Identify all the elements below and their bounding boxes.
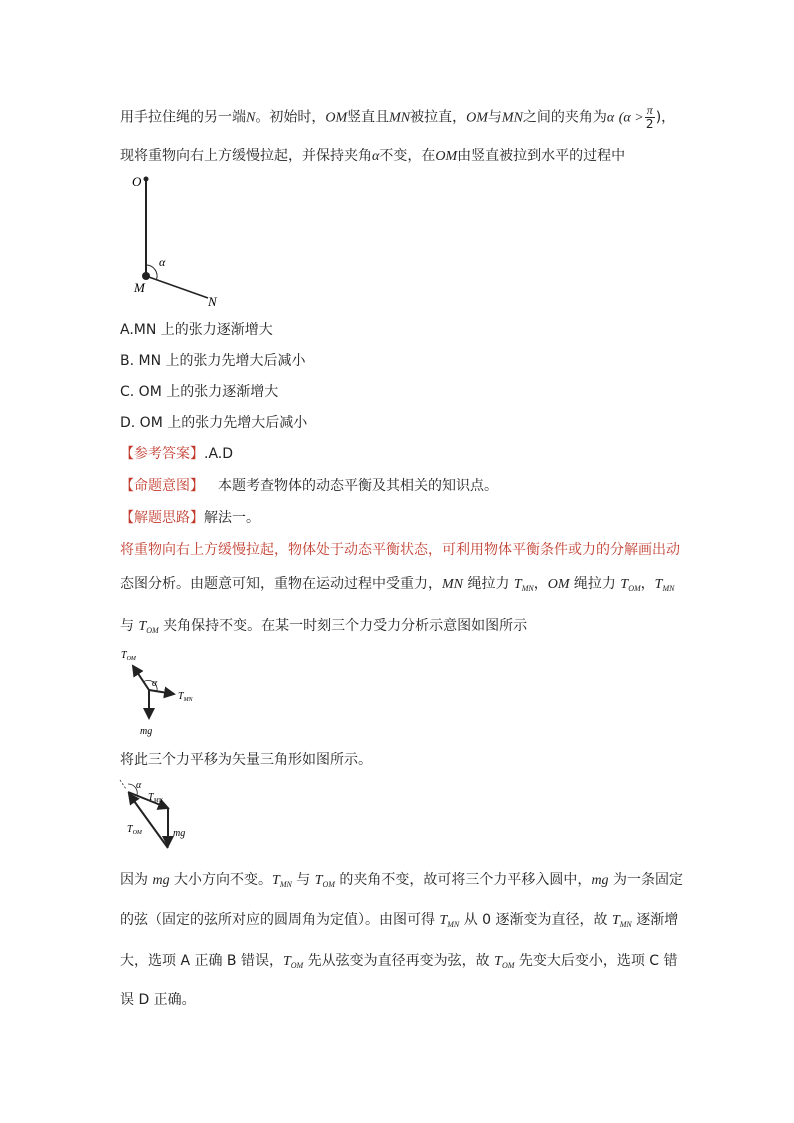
text: 从 0 逐渐变为直径，故 xyxy=(459,912,612,928)
sub: OM xyxy=(126,656,136,662)
intro-line-2 xyxy=(120,146,625,167)
label-alpha: α xyxy=(152,678,158,689)
var-t: T xyxy=(138,619,147,634)
label-t-mn xyxy=(148,792,164,804)
var-mg: mg xyxy=(152,873,170,888)
text: 用手拉住绳的另一端 xyxy=(120,109,246,126)
answer-value: .A.D xyxy=(204,446,234,462)
text: 被拉直， xyxy=(410,109,467,126)
text: 不变，在 xyxy=(379,148,436,164)
condition-open: (α > xyxy=(618,110,644,126)
text: 绳拉力 xyxy=(463,576,514,592)
text: 与 xyxy=(291,872,315,888)
label-t-mn xyxy=(178,691,194,703)
text: 现将重物向右上方缓慢拉起，并保持夹角 xyxy=(120,148,372,164)
var-t: T xyxy=(513,577,522,592)
var-t: T xyxy=(620,577,629,592)
subscript: OM xyxy=(628,584,641,593)
t: T xyxy=(178,691,184,702)
approach-line xyxy=(120,508,260,528)
subscript: MN xyxy=(521,584,534,593)
text: 先变大后变小，选项 C 错 xyxy=(514,953,678,969)
var-t: T xyxy=(494,954,502,969)
option-a: A.MN 上的张力逐渐增大 xyxy=(120,322,273,338)
text: 。初始时， xyxy=(255,109,326,126)
approach-label: 【解题思路】 xyxy=(120,510,204,526)
var-n: N xyxy=(246,110,256,126)
text: 态图分析。由题意可知，重物在运动过程中受重力， xyxy=(120,576,442,592)
label-o: O xyxy=(132,174,142,189)
sub: MN xyxy=(183,697,193,703)
var-om: OM xyxy=(466,110,488,126)
var-t: T xyxy=(272,873,280,888)
intent-line xyxy=(120,476,498,496)
t: T xyxy=(148,792,154,803)
text: 大，选项 A 正确 B 错误， xyxy=(120,953,283,969)
text: 先从弦变为直径再变为弦，故 xyxy=(303,953,495,969)
text: 与 xyxy=(487,109,502,126)
var-om: OM xyxy=(325,110,348,126)
solution-line-3 xyxy=(120,616,527,641)
var-om: OM xyxy=(435,149,458,164)
final-line-2 xyxy=(120,910,678,935)
subscript: MN xyxy=(279,880,292,889)
answer-line xyxy=(120,444,233,464)
option-c: C. OM 上的张力逐渐增大 xyxy=(120,384,279,400)
label-m: M xyxy=(134,280,145,295)
var-mn: MN xyxy=(442,577,463,592)
final-line-1 xyxy=(120,870,683,895)
solution-line-2 xyxy=(120,574,674,599)
var-t: T xyxy=(439,913,448,928)
text: ， xyxy=(640,576,655,592)
subscript: OM xyxy=(322,880,335,889)
subscript: MN xyxy=(619,920,632,929)
text: 为一条固定 xyxy=(608,872,684,888)
sub: OM xyxy=(132,830,142,836)
figure-rope-svg xyxy=(128,170,238,310)
solution-line-1: 将重物向右上方缓慢拉起，物体处于动态平衡状态，可利用物体平衡条件或力的分解画出动 xyxy=(120,542,680,558)
final-line-4: 误 D 正确。 xyxy=(120,992,196,1008)
final-line-3 xyxy=(120,951,678,976)
t: T xyxy=(127,824,133,835)
text: 竖直且 xyxy=(347,109,390,126)
label-alpha: α xyxy=(159,255,166,269)
arrow-t-om xyxy=(133,666,149,690)
text: 逐渐增 xyxy=(631,912,679,928)
text: ， xyxy=(533,576,548,592)
text: 之间的夹角为 xyxy=(522,109,607,126)
approach-value: 解法一。 xyxy=(204,510,260,526)
label-t-om xyxy=(121,650,137,662)
fraction-denominator: 2 xyxy=(645,117,654,131)
intro-line-1 xyxy=(120,104,675,131)
text: 大小方向不变。 xyxy=(169,872,273,888)
text: 绳拉力 xyxy=(569,576,621,592)
sub: MN xyxy=(153,798,163,804)
var-t: T xyxy=(282,954,291,969)
label-n: N xyxy=(208,294,217,309)
var-alpha: α xyxy=(606,110,615,126)
subscript: MN xyxy=(662,584,675,593)
figure-force-diagram xyxy=(118,644,228,744)
force-diagram-svg xyxy=(118,644,228,740)
point-o xyxy=(144,177,149,182)
rope-mn xyxy=(146,276,208,298)
text: 由竖直被拉到水平的过程中 xyxy=(457,148,626,164)
intent-label: 【命题意图】 xyxy=(120,478,204,494)
fraction-numerator: π xyxy=(646,103,653,117)
subscript: OM xyxy=(290,961,304,970)
var-om: OM xyxy=(547,577,570,592)
text: 夹角保持不变。在某一时刻三个力受力分析示意图如图所示 xyxy=(158,618,528,634)
var-mn: MN xyxy=(501,110,523,126)
subscript: MN xyxy=(447,920,460,929)
text: 因为 xyxy=(120,872,153,888)
text: 与 xyxy=(120,618,139,634)
label-mg: mg xyxy=(140,726,153,737)
t: T xyxy=(121,650,127,661)
condition-close: )， xyxy=(655,109,676,126)
var-mg: mg xyxy=(591,873,609,888)
label-alpha: α xyxy=(136,780,142,791)
text: 的弦（固定的弦所对应的圆周角为定值）。由图可得 xyxy=(120,912,440,928)
translate-line: 将此三个力平移为矢量三角形如图所示。 xyxy=(120,752,372,768)
var-t: T xyxy=(611,913,620,928)
label-t-om xyxy=(127,824,143,836)
var-mn: MN xyxy=(389,110,411,126)
arrow-t-mn xyxy=(149,690,174,694)
option-d: D. OM 上的张力先增大后减小 xyxy=(120,415,308,431)
text: 的夹角不变，故可将三个力平移入圆中， xyxy=(334,872,592,888)
label-mg: mg xyxy=(173,828,186,839)
vector-triangle-svg xyxy=(116,776,206,862)
var-t: T xyxy=(654,577,663,592)
intent-value: 本题考查物体的动态平衡及其相关的知识点。 xyxy=(218,478,498,494)
fraction-pi-over-2 xyxy=(645,104,655,131)
subscript: OM xyxy=(501,961,515,970)
figure-rope-setup xyxy=(128,170,238,314)
figure-vector-triangle xyxy=(116,776,206,866)
var-t: T xyxy=(314,873,323,888)
subscript: OM xyxy=(146,626,159,635)
weight-m xyxy=(142,272,150,280)
answer-label: 【参考答案】 xyxy=(120,446,204,462)
var-alpha: α xyxy=(372,149,380,164)
option-b: B. MN 上的张力先增大后减小 xyxy=(120,353,306,369)
extension-dash xyxy=(120,780,126,789)
